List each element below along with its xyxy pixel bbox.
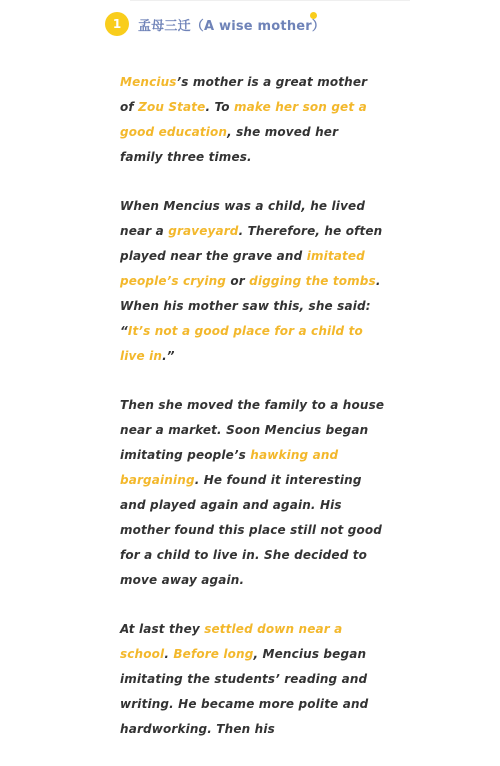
highlighted-phrase: graveyard bbox=[168, 224, 239, 238]
highlighted-phrase: hawking and bargaining bbox=[120, 448, 339, 487]
section-header bbox=[105, 10, 325, 38]
text-span: . He found it interesting and played again and again. His mother found this place still not good for a child to live in. She decided to move away again. bbox=[120, 473, 382, 587]
highlighted-phrase: make her son get a good education bbox=[120, 100, 367, 139]
text-span: . bbox=[164, 647, 174, 661]
highlighted-phrase: imitated people’s crying bbox=[120, 249, 365, 288]
highlighted-phrase: digging the tombs bbox=[249, 274, 376, 288]
article-body bbox=[120, 70, 385, 766]
text-span: At last they bbox=[120, 622, 205, 636]
text-span: Then she moved the family to a house near a market. Soon Mencius began imitating people’s bbox=[120, 398, 385, 462]
section-number-badge: 1 bbox=[105, 12, 129, 36]
text-span: When Mencius was a child, he lived near a bbox=[120, 199, 366, 238]
text-span: or bbox=[226, 274, 250, 288]
paragraph-1 bbox=[120, 70, 385, 170]
text-span: ’s mother is a great mother of bbox=[120, 75, 368, 114]
text-span: . To bbox=[205, 100, 235, 114]
text-span: . Therefore, he often played near the grave and bbox=[120, 224, 383, 263]
highlighted-phrase: It’s not a good place for a child to live in bbox=[120, 324, 363, 363]
text-span: . When his mother saw this, she said: “ bbox=[120, 274, 381, 338]
highlighted-phrase: Before long bbox=[173, 647, 254, 661]
text-span: .” bbox=[162, 349, 175, 363]
text-span: , she moved her family three times. bbox=[120, 125, 339, 164]
paragraph-4 bbox=[120, 617, 385, 742]
highlighted-phrase: Mencius bbox=[120, 75, 177, 89]
paragraph-3 bbox=[120, 393, 385, 593]
decorative-dot-icon bbox=[310, 12, 317, 19]
paragraph-2 bbox=[120, 194, 385, 369]
highlighted-phrase: Zou State bbox=[138, 100, 206, 114]
top-divider bbox=[130, 0, 410, 1]
text-span: , Mencius began imitating the students’ reading and writing. He became more polite and hardworking. Then his bbox=[120, 647, 369, 736]
section-title: 孟母三迁（A wise mother） bbox=[138, 18, 326, 34]
highlighted-phrase: settled down near a school bbox=[120, 622, 343, 661]
